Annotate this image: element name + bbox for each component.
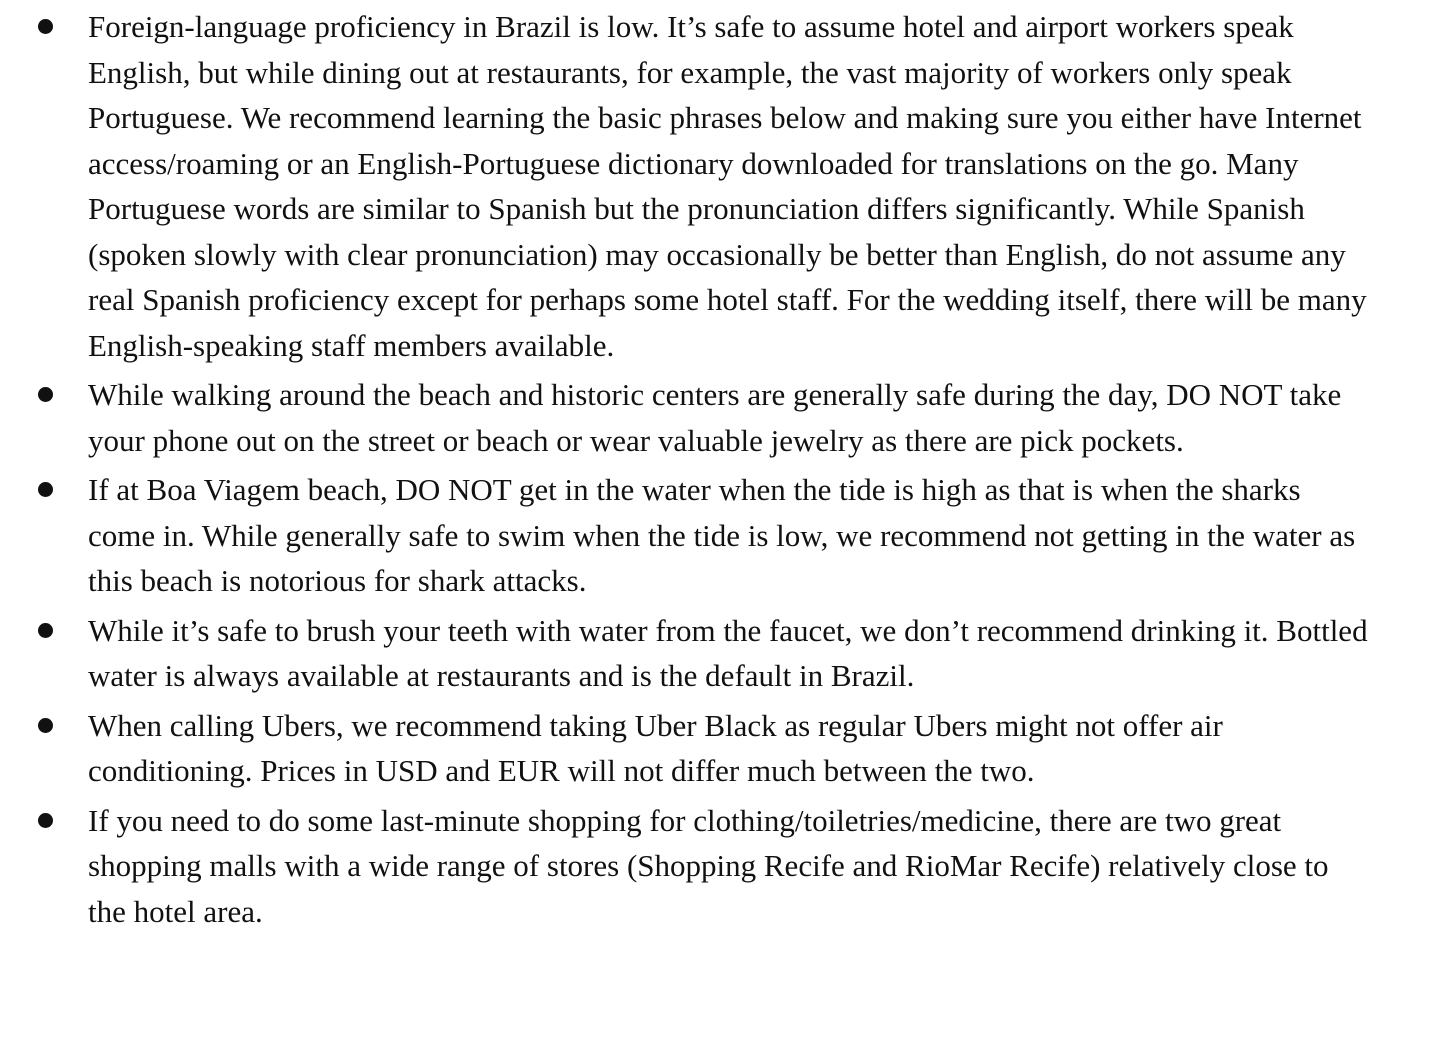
list-item bbox=[0, 703, 1368, 794]
list-item bbox=[0, 798, 1368, 935]
list-item bbox=[0, 4, 1368, 368]
list-item-text: Foreign-language proficiency in Brazil is low. It’s safe to assume hotel and airport workers speak English, but while dining out at restaurants, for example, the vast majority of workers only speak Portuguese. We recommend learning the basic phrases below and making sure you either have Internet access/roaming or an English-Portuguese dictionary downloaded for translations on the go. Many Portuguese words are similar to Spanish but the pronunciation differs significantly. While Spanish (spoken slowly with clear pronunciation) may occasionally be better than English, do not assume any real Spanish proficiency except for perhaps some hotel staff. For the wedding itself, there will be many English-speaking staff members available. bbox=[88, 9, 1367, 363]
bullet-icon bbox=[38, 813, 53, 828]
bullet-icon bbox=[38, 623, 53, 638]
bullet-icon bbox=[38, 482, 53, 497]
list-item bbox=[0, 372, 1368, 463]
list-item-text: While it’s safe to brush your teeth with water from the faucet, we don’t recommend drinking it. Bottled water is always available at restaurants and is the default in Brazil. bbox=[88, 612, 1368, 693]
bullet-icon bbox=[38, 718, 53, 733]
list-item-text: If at Boa Viagem beach, DO NOT get in the water when the tide is high as that is when the sharks come in. While generally safe to swim when the tide is low, we recommend not getting in the water as this beach is notorious for shark attacks. bbox=[88, 472, 1356, 598]
list-item bbox=[0, 608, 1368, 699]
bullet-icon bbox=[38, 387, 53, 402]
list-item-text: While walking around the beach and historic centers are generally safe during the day, DO NOT take your phone out on the street or beach or wear valuable jewelry as there are pick pockets. bbox=[88, 377, 1342, 458]
list-item-text: If you need to do some last-minute shopping for clothing/toiletries/medicine, there are two great shopping malls with a wide range of stores (Shopping Recife and RioMar Recife) relatively close to the hotel area. bbox=[88, 802, 1329, 929]
list-item-text: When calling Ubers, we recommend taking Uber Black as regular Ubers might not offer air conditioning. Prices in USD and EUR will not differ much between the two. bbox=[88, 707, 1223, 788]
bullet-list bbox=[0, 4, 1436, 938]
list-item bbox=[0, 467, 1368, 604]
bullet-icon bbox=[38, 19, 53, 34]
